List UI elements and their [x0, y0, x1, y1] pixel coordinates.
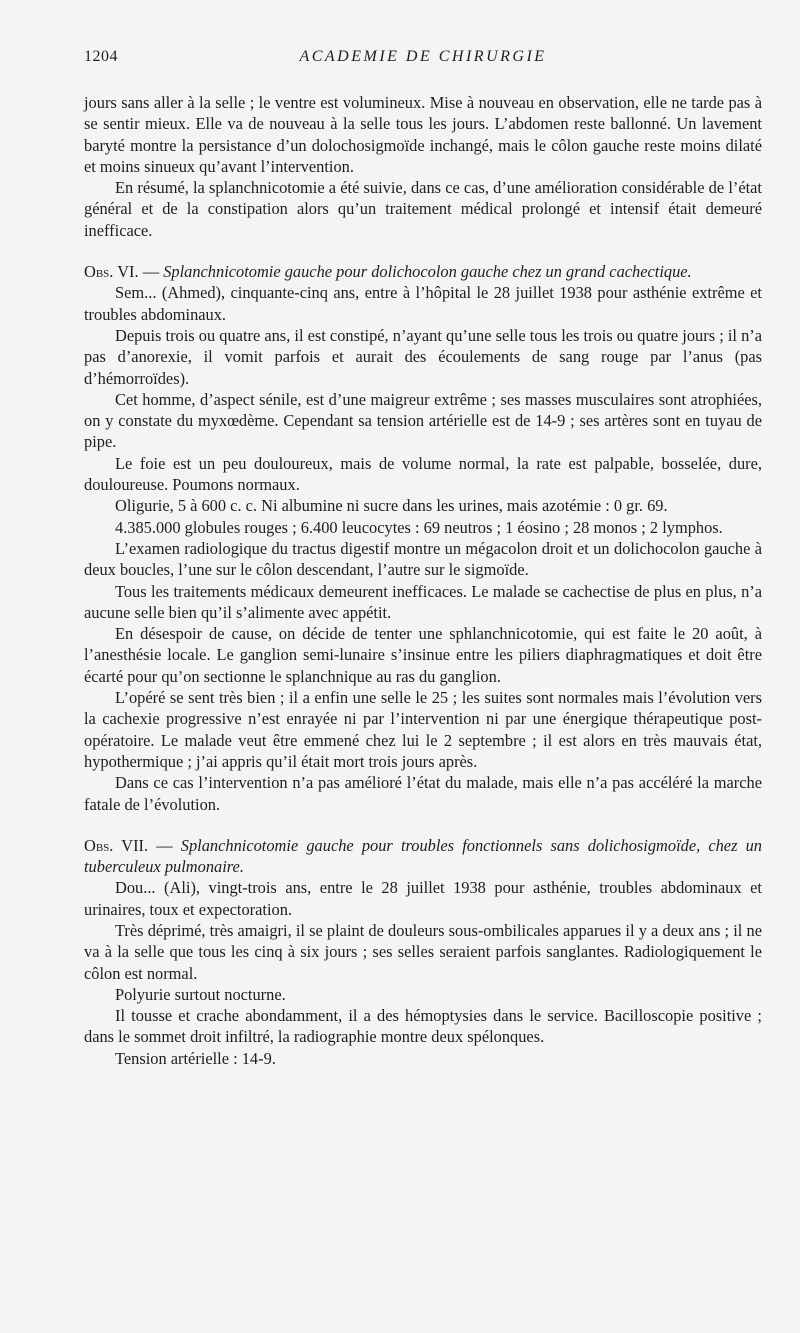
observation-dash: — — [138, 262, 164, 282]
page-header — [84, 48, 762, 72]
paragraph: Le foie est un peu douloureux, mais de volume normal, la rate est palpable, bosselée, dure, douloureuse. Poumons normaux. — [84, 453, 762, 495]
paragraph: Cet homme, d’aspect sénile, est d’une maigreur extrême ; ses masses musculaires sont atrophiées, on y constate du myxœdème. Cependant sa tension artérielle est de 14-9 ; ses artères sont en tuyau de pipe. — [84, 389, 762, 452]
observation-label: Obs. VI. — [84, 262, 139, 282]
paragraph: 4.385.000 globules rouges ; 6.400 leucocytes : 69 neutros ; 1 éosino ; 28 monos ; 2 lymphos. — [115, 517, 723, 537]
observation-title: Splanchnicotomie gauche pour dolichocolon gauche chez un grand cachectique. — [163, 262, 692, 282]
observation-heading-vii — [84, 835, 762, 878]
paragraph: L’opéré se sent très bien ; il a enfin une selle le 25 ; les suites sont normales mais l’évolution vers la cachexie progressive n’est enrayée ni par l’intervention ni par une énergique thérapeutique post-opératoire. Le malade veut être emmené chez lui le 2 septembre ; il est alors en très mauvais état, hypothermique ; j’ai appris qu’il était mort trois jours après. — [84, 688, 762, 771]
page-number: 1204 — [84, 48, 118, 65]
paragraph: Polyurie surtout nocturne. — [115, 984, 286, 1004]
paragraph: En désespoir de cause, on décide de tenter une sphlanchnicotomie, qui est faite le 20 août, à l’anesthésie locale. Le ganglion semi-lunaire s’insinue entre les piliers diaphragmatiques et doit être écarté pour qu’on sectionne le splanchnique au ras du ganglion. — [84, 624, 762, 686]
paragraph: L’examen radiologique du tractus digestif montre un mégacolon droit et un dolichocolon gauche à deux boucles, l’une sur le côlon descendant, l’autre sur le sigmoïde. — [84, 538, 762, 580]
paragraph: Il tousse et crache abondamment, il a des hémoptysies dans le service. Bacilloscopie positive ; dans le sommet droit infiltré, la radiographie montre deux spélonques. — [84, 1006, 762, 1047]
paragraph: Tension artérielle : 14-9. — [115, 1048, 276, 1068]
paragraph: Oligurie, 5 à 600 c. c. Ni albumine ni sucre dans les urines, mais azotémie : 0 gr. 69. — [115, 496, 668, 516]
paragraph: Très déprimé, très amaigri, il se plaint de douleurs sous-ombilicales apparues il y a deux ans ; il ne va à la selle que tous les cinq à six jours ; ses selles seraient parfois sanglantes. Radiologiquement le côlon est normal. — [84, 920, 762, 983]
observation-title: Splanchnicotomie gauche pour troubles fonctionnels sans dolichosigmoïde, chez un tuberculeux pulmonaire. — [84, 835, 762, 877]
paragraph: En résumé, la splanchnicotomie a été suivie, dans ce cas, d’une amélioration considérable de l’état général et de la constipation alors qu’un traitement médical prolongé et intensif était demeuré inefficace. — [84, 178, 762, 240]
paragraph: Tous les traitements médicaux demeurent inefficaces. Le malade se cachectise de plus en plus, n’a aucune selle bien qu’il s’alimente avec appétit. — [84, 581, 762, 622]
observation-label: Obs. VII. — [84, 835, 149, 855]
paragraph: Depuis trois ou quatre ans, il est constipé, n’ayant qu’une selle tous les trois ou quatre jours ; il n’a pas d’anorexie, il vomit parfois et aurait des écoulements de sang rouge par l’anus (pas d’hémorroïdes). — [84, 325, 762, 388]
paragraph: Sem... (Ahmed), cinquante-cinq ans, entre à l’hôpital le 28 juillet 1938 pour asthénie extrême et troubles abdominaux. — [84, 283, 762, 324]
body-text — [84, 92, 762, 1069]
paragraph: Dans ce cas l’intervention n’a pas amélioré l’état du malade, mais elle n’a pas accéléré la marche fatale de l’évolution. — [84, 773, 762, 814]
paragraph: Dou... (Ali), vingt-trois ans, entre le 28 juillet 1938 pour asthénie, troubles abdominaux et urinaires, toux et expectoration. — [84, 878, 762, 919]
running-head: ACADEMIE DE CHIRURGIE — [299, 48, 547, 65]
observation-dash: — — [148, 835, 181, 855]
observation-heading-vi — [84, 261, 762, 282]
paragraph: jours sans aller à la selle ; le ventre est volumineux. Mise à nouveau en observation, elle ne tarde pas à se sentir mieux. Elle va de nouveau à la selle tous les jours. L’abdomen reste ballonné. Un lavement baryté montre la persistance d’un dolochosigmoïde inchangé, mais le côlon gauche reste moins dilaté et moins sinueux qu’avant l’intervention. — [84, 93, 762, 176]
